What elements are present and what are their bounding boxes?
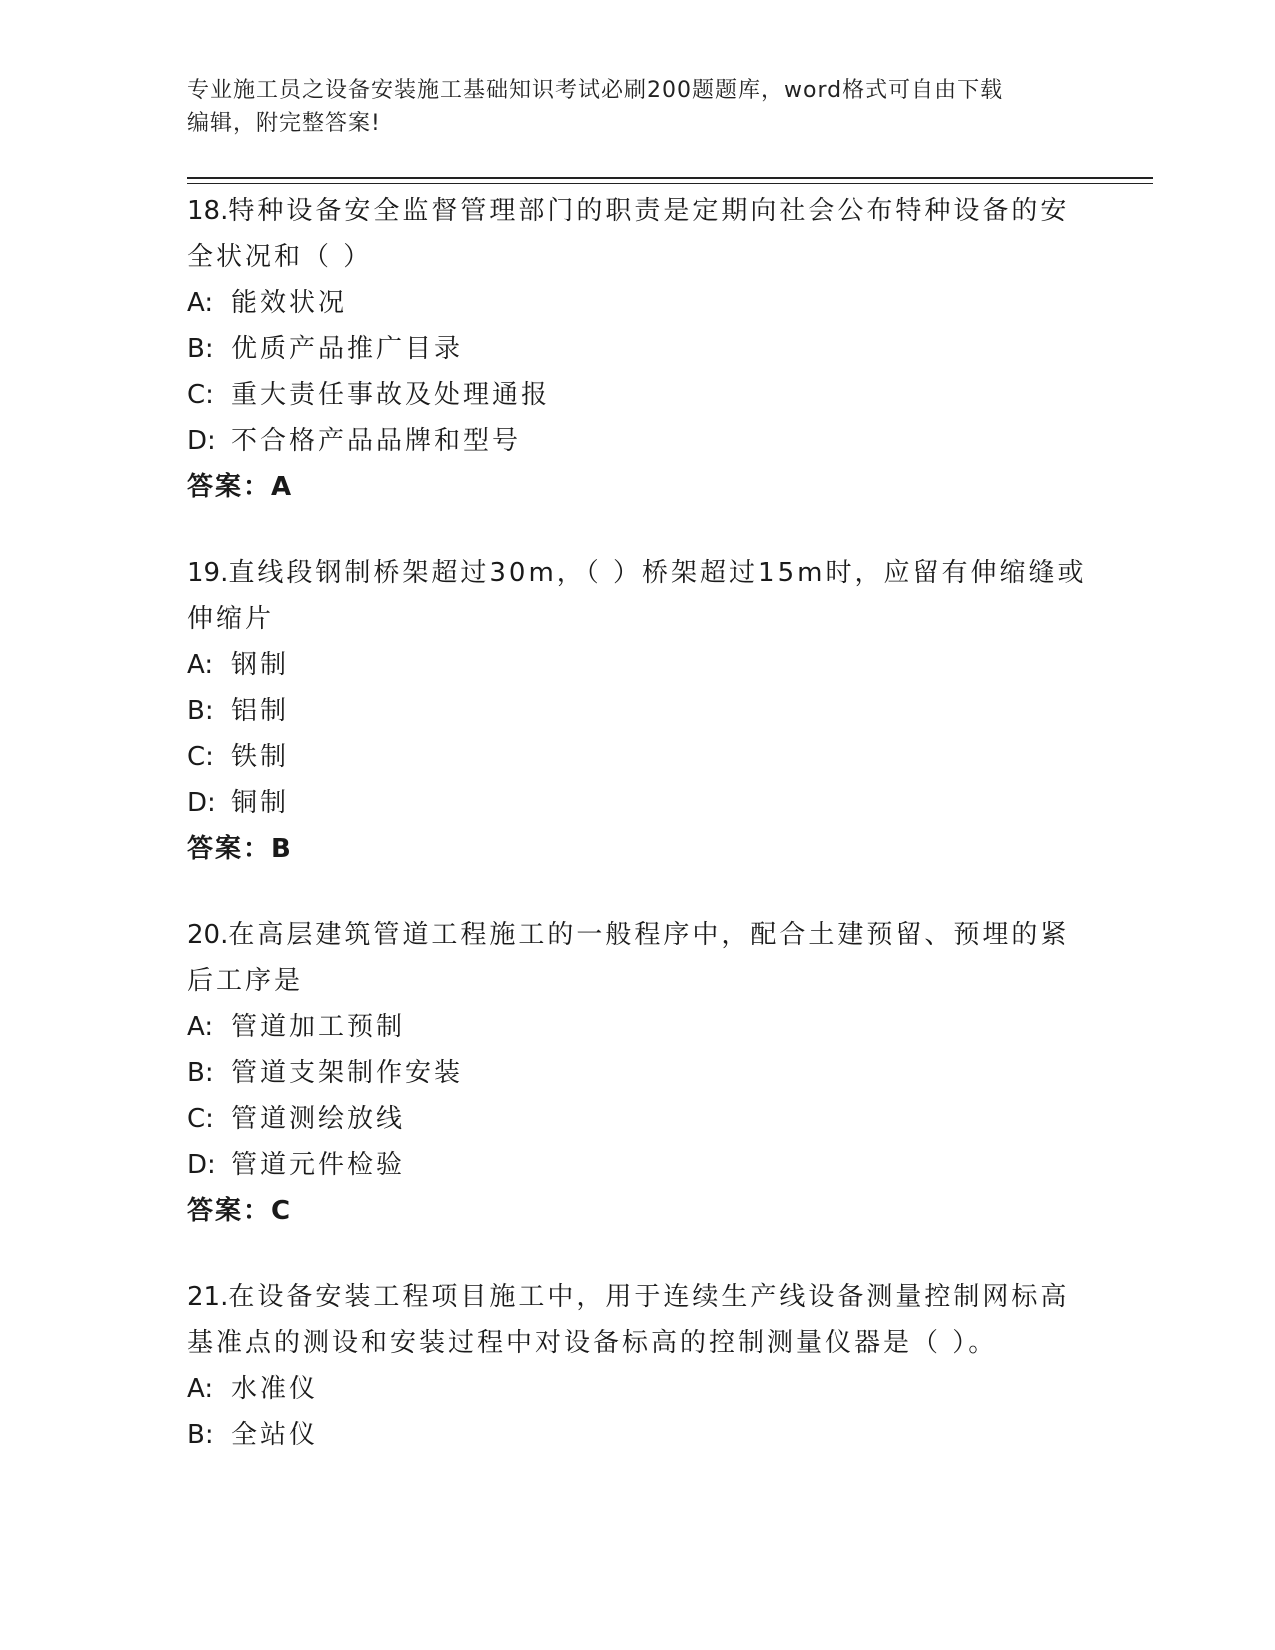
option-d <box>187 1142 1087 1188</box>
option-text: 钢制 <box>231 650 290 680</box>
option-text: 铜制 <box>231 788 290 818</box>
option-key: C: <box>187 380 214 410</box>
option-key: A: <box>187 1374 214 1404</box>
option-key: D: <box>187 426 216 456</box>
option-key: B: <box>187 334 214 364</box>
option-a <box>187 280 1087 326</box>
option-text: 管道元件检验 <box>231 1150 406 1180</box>
question-number: 19. <box>187 558 229 588</box>
option-c <box>187 372 1087 418</box>
header-rule-thin <box>187 183 1153 184</box>
header-line-1: 专业施工员之设备安装施工基础知识考试必刷200题题库，word格式可自由下载 <box>187 78 1004 103</box>
header-rule-thick <box>187 177 1153 179</box>
option-key: A: <box>187 1012 214 1042</box>
option-key: C: <box>187 742 214 772</box>
option-text: 管道支架制作安装 <box>231 1058 464 1088</box>
option-c <box>187 1096 1087 1142</box>
option-key: B: <box>187 1420 214 1450</box>
question-text <box>187 550 1087 642</box>
question-text <box>187 188 1087 280</box>
answer-line: 答案：B <box>187 834 293 864</box>
option-a <box>187 1366 1087 1412</box>
option-key: A: <box>187 650 214 680</box>
option-text: 全站仪 <box>231 1420 319 1450</box>
option-a <box>187 1004 1087 1050</box>
question-text <box>187 912 1087 1004</box>
question-number: 18. <box>187 196 229 226</box>
question-number: 20. <box>187 920 229 950</box>
question-18 <box>187 188 1087 510</box>
question-stem: 在高层建筑管道工程施工的一般程序中，配合土建预留、预埋的紧后工序是 <box>187 920 1070 996</box>
option-text: 管道加工预制 <box>231 1012 406 1042</box>
option-text: 铝制 <box>231 696 290 726</box>
option-b <box>187 326 1087 372</box>
question-19 <box>187 550 1087 872</box>
option-text: 铁制 <box>231 742 290 772</box>
option-key: C: <box>187 1104 214 1134</box>
option-key: B: <box>187 1058 214 1088</box>
option-key: B: <box>187 696 214 726</box>
question-number: 21. <box>187 1282 229 1312</box>
option-text: 不合格产品品牌和型号 <box>231 426 522 456</box>
question-stem: 特种设备安全监督管理部门的职责是定期向社会公布特种设备的安全状况和（ ） <box>187 196 1070 272</box>
question-text <box>187 1274 1087 1366</box>
option-b <box>187 1050 1087 1096</box>
question-20 <box>187 912 1087 1234</box>
option-d <box>187 780 1087 826</box>
option-key: D: <box>187 1150 216 1180</box>
option-key: D: <box>187 788 216 818</box>
option-b <box>187 688 1087 734</box>
answer-line: 答案：A <box>187 472 294 502</box>
option-text: 管道测绘放线 <box>231 1104 406 1134</box>
question-stem: 直线段钢制桥架超过30m，（ ）桥架超过15m时，应留有伸缩缝或伸缩片 <box>187 558 1087 634</box>
document-header <box>187 74 1067 140</box>
answer-line: 答案：C <box>187 1196 293 1226</box>
option-text: 水准仪 <box>231 1374 319 1404</box>
header-line-2: 编辑，附完整答案! <box>187 111 381 136</box>
option-a <box>187 642 1087 688</box>
option-c <box>187 734 1087 780</box>
question-list <box>187 188 1087 1498</box>
option-d <box>187 418 1087 464</box>
option-b <box>187 1412 1087 1458</box>
option-text: 能效状况 <box>231 288 348 318</box>
question-21 <box>187 1274 1087 1458</box>
option-key: A: <box>187 288 214 318</box>
question-stem: 在设备安装工程项目施工中，用于连续生产线设备测量控制网标高基准点的测设和安装过程中对设备标高的控制测量仪器是（ ）。 <box>187 1282 1070 1358</box>
option-text: 优质产品推广目录 <box>231 334 464 364</box>
option-text: 重大责任事故及处理通报 <box>231 380 551 410</box>
